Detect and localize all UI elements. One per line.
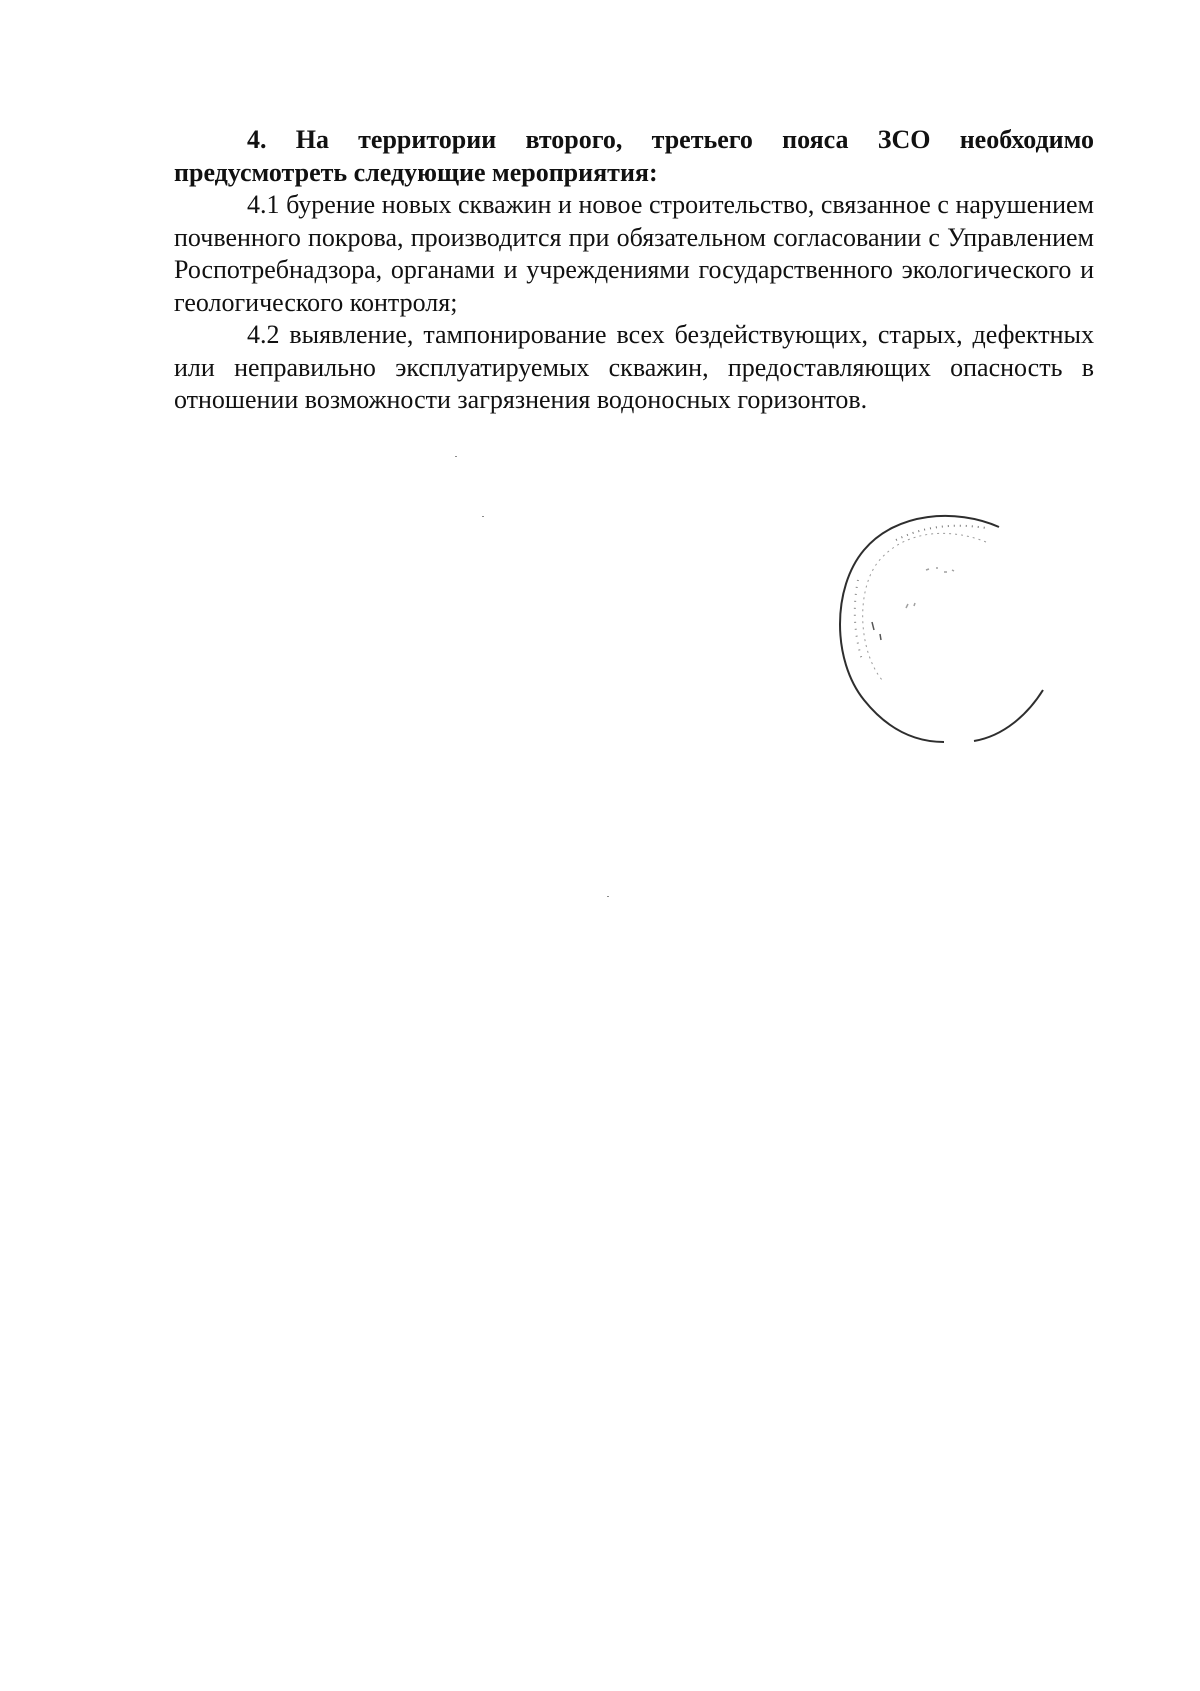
- paragraph-4-1: 4.1 бурение новых скважин и новое строительство, связанное с нарушением почвенного покрова, производится при обязательном согласовании с Управлением Роспотребнадзора, органами и учреждениями государственного экологического и геологического контроля;: [174, 190, 1094, 317]
- document-body: [174, 124, 1094, 417]
- scan-speck: [482, 516, 484, 517]
- scan-speck: [455, 456, 457, 457]
- section-heading: 4. На территории второго, третьего пояса ЗСО необходимо предусмотреть следующие мероприятия:: [174, 125, 1094, 187]
- paragraph-4-2: 4.2 выявление, тампонирование всех бездействующих, старых, дефектных или неправильно эксплуатируемых скважин, предоставляющих опасность в отношении возможности загрязнения водоносных горизонтов.: [174, 320, 1094, 414]
- round-seal-icon: [836, 510, 1056, 760]
- scan-speck: [607, 896, 609, 897]
